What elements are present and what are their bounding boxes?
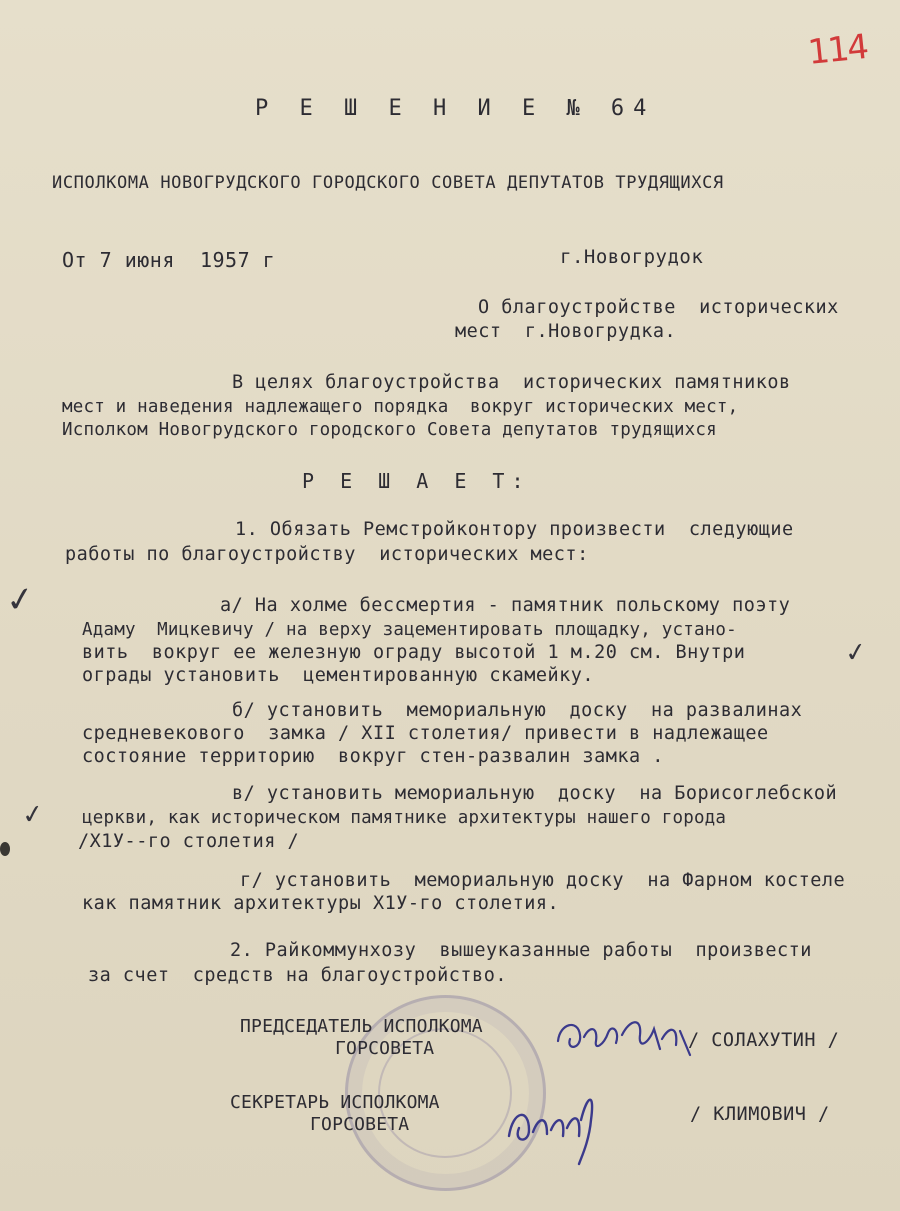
document-title: Р Е Ш Е Н И Е № 64 — [255, 96, 656, 121]
chair-title-1: ПРЕДСЕДАТЕЛЬ ИСПОЛКОМА — [240, 1016, 483, 1037]
item-v-line-3: /Х1У--го столетия / — [78, 831, 300, 852]
decides-heading: Р Е Ш А Е Т: — [302, 469, 531, 493]
secretary-title-1: СЕКРЕТАРЬ ИСПОЛКОМА — [230, 1092, 440, 1113]
subject-line-1: О благоустройстве исторических — [478, 297, 839, 318]
item-a-line-1: а/ На холме бессмертия - памятник польскому поэту — [220, 595, 791, 616]
item-b-line-1: б/ установить мемориальную доску на развалинах — [232, 700, 803, 721]
item-a-line-3: вить вокруг ее железную ограду высотой 1 м.20 см. Внутри — [82, 642, 746, 663]
document-date: От 7 июня 1957 г — [62, 248, 276, 272]
item-g-line-1: г/ установить мемориальную доску на Фарном костеле — [240, 870, 846, 891]
preamble-line-3: Исполком Новогрудского городского Совета депутатов трудящихся — [62, 420, 717, 440]
punch-hole — [0, 842, 10, 856]
item-v-line-2: церкви, как историческом памятнике архитектуры нашего города — [82, 808, 727, 828]
item-b-line-2: средневекового замка / XII столетия/ привести в надлежащее — [82, 723, 769, 744]
checkmark-icon: ✓ — [843, 636, 869, 670]
item-v-line-1: в/ установить мемориальную доску на Борисоглебской — [232, 783, 838, 804]
item1-line-2: работы по благоустройству исторических мест: — [65, 544, 589, 565]
item2-line-2: за счет средств на благоустройство. — [88, 965, 507, 986]
issuer-heading: ИСПОЛКОМА НОВОГРУДСКОГО ГОРОДСКОГО СОВЕТА ДЕПУТАТОВ ТРУДЯЩИХСЯ — [52, 173, 724, 193]
checkmark-icon: ✓ — [20, 798, 46, 832]
item2-line-1: 2. Райкоммунхозу вышеуказанные работы произвести — [230, 940, 812, 961]
archive-number: 114 — [806, 27, 869, 73]
secretary-title-2: ГОРСОВЕТА — [310, 1114, 410, 1135]
chair-signature — [550, 1005, 710, 1065]
secretary-signature — [495, 1080, 615, 1170]
item-b-line-3: состояние территорию вокруг стен-развалин замка . — [82, 746, 664, 767]
item-a-line-4: ограды установить цементированную скамейку. — [82, 665, 595, 686]
chair-title-2: ГОРСОВЕТА — [335, 1038, 435, 1059]
item-g-line-2: как памятник архитектуры Х1У-го столетия. — [82, 893, 560, 914]
checkmark-icon: ✓ — [3, 578, 38, 622]
document-place: г.Новогрудок — [560, 246, 704, 268]
subject-line-2: мест г.Новогрудка. — [455, 321, 677, 342]
item1-line-1: 1. Обязать Ремстройконтору произвести следующие — [235, 519, 794, 540]
preamble-line-2: мест и наведения надлежащего порядка вокруг исторических мест, — [62, 397, 739, 417]
item-a-line-2: Адаму Мицкевичу / на верху зацементировать площадку, устано- — [82, 620, 737, 640]
secretary-name: / КЛИМОВИЧ / — [690, 1104, 830, 1125]
chair-name: / СОЛАХУТИН / — [688, 1030, 840, 1051]
preamble-line-1: В целях благоустройства исторических памятников — [232, 372, 791, 393]
